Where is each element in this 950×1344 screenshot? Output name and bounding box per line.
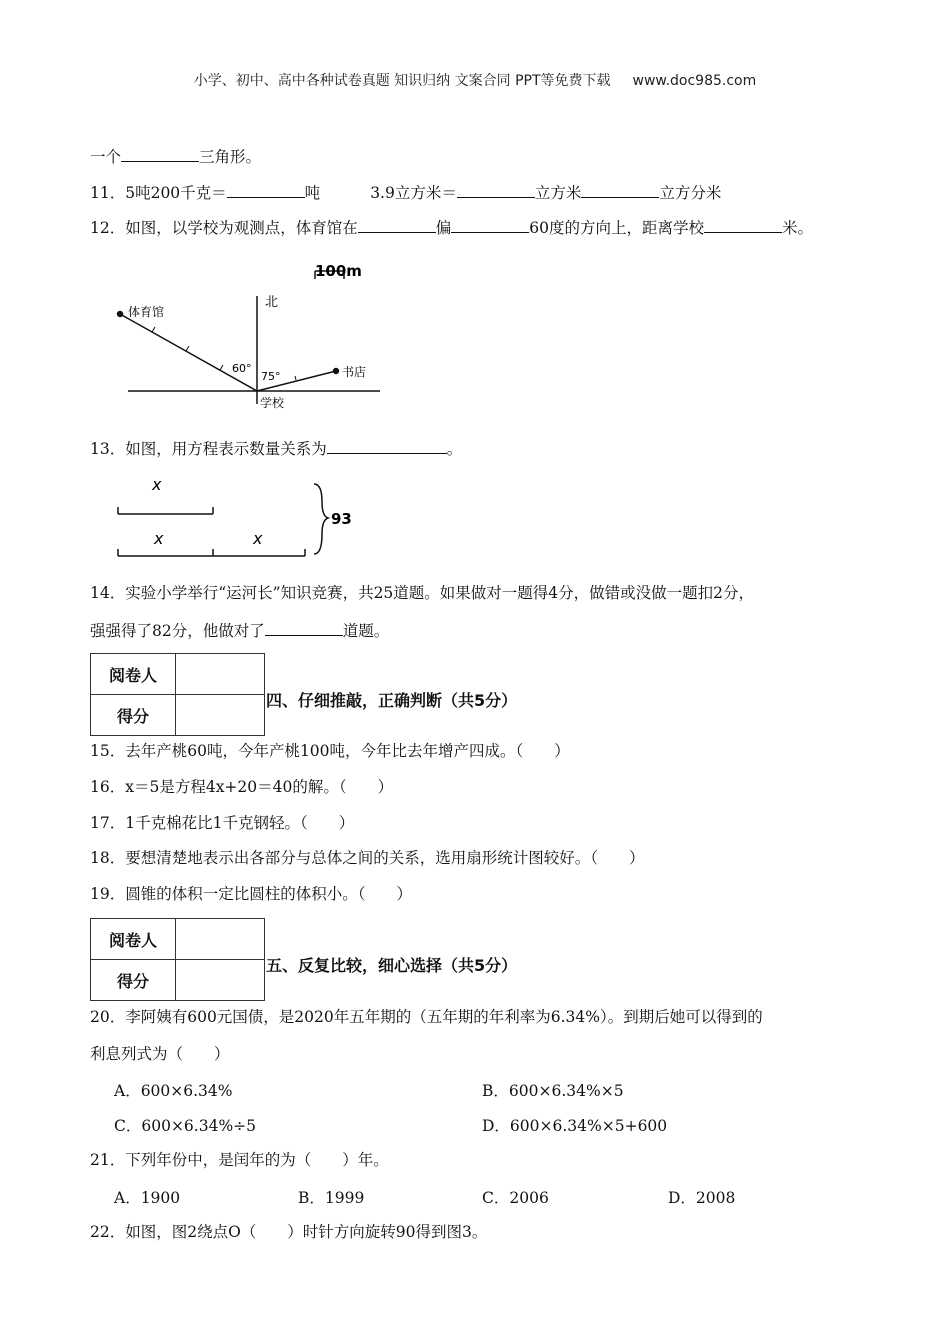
header-url[interactable]: www.doc985.com [632,73,757,89]
angle-60-label: 60° [232,362,252,375]
store-label: 书店 [342,365,367,379]
reviewer-label: 阅卷人 [91,919,176,960]
answer-blank[interactable] [581,182,659,198]
section-4-title: 四、仔细推敲，正确判断（共5分） [266,691,518,710]
answer-blank[interactable] [704,217,782,233]
score-cell[interactable] [176,960,265,1001]
figure-13-segment-diagram [100,472,370,564]
question-12: 12．如图，以学校为观测点，体育馆在 偏 60度的方向上，距离学校 米。 [90,219,813,237]
answer-blank[interactable] [358,217,436,233]
section-5-title: 五、反复比较，细心选择（共5分） [266,956,518,975]
score-table-4 [90,653,265,736]
q20-option-c[interactable]: C．600×6.34%÷5 [114,1117,257,1135]
gym-point [117,311,123,317]
q21-option-b[interactable]: B．1999 [298,1189,365,1207]
answer-blank[interactable] [327,438,447,454]
store-point [333,368,339,374]
question-14-line1: 14．实验小学举行“运河长”知识竞赛，共25道题。如果做对一题得4分，做错或没做一题扣2分， [90,584,755,602]
x-label-bottom-2: x [253,529,263,548]
question-10-tail: 一个 三角形。 [90,148,262,166]
x-label-top: x [152,475,162,494]
score-cell[interactable] [176,695,265,736]
question-13: 13．如图，用方程表示数量关系为 。 [90,440,463,458]
score-label: 得分 [91,695,176,736]
question-17: 17．1千克棉花比1千克钢轻。（ ） [90,814,355,832]
header-text: 小学、初中、高中各种试卷真题 知识归纳 文案合同 PPT等免费下载 [193,73,611,89]
brace [314,484,328,554]
answer-blank[interactable] [227,182,305,198]
q21-option-a[interactable]: A．1900 [114,1189,181,1207]
q20-option-d[interactable]: D．600×6.34%×5+600 [482,1117,668,1135]
north-label: 北 [265,295,279,310]
question-14-line2: 强强得了82分，他做对了 道题。 [90,622,390,640]
reviewer-label: 阅卷人 [91,654,176,695]
reviewer-cell[interactable] [176,919,265,960]
question-11: 11．5吨200千克＝ 吨 3.9立方米＝ 立方米 立方分米 [90,184,722,202]
question-20-line2: 利息列式为（ ） [90,1045,230,1063]
answer-blank[interactable] [265,620,343,636]
x-label-bottom-1: x [154,529,164,548]
reviewer-cell[interactable] [176,654,265,695]
figure-12-direction-diagram [100,256,390,416]
q21-option-d[interactable]: D．2008 [668,1189,736,1207]
answer-blank[interactable] [451,217,529,233]
gym-ray [120,314,257,391]
question-18: 18．要想清楚地表示出各部分与总体之间的关系，选用扇形统计图较好。（ ） [90,849,645,867]
question-16: 16．x＝5是方程4x+20＝40的解。（ ） [90,778,394,796]
answer-blank[interactable] [121,146,199,162]
score-label: 得分 [91,960,176,1001]
question-21: 21．下列年份中，是闰年的为（ ）年。 [90,1151,389,1169]
page-header [0,70,950,90]
q21-option-c[interactable]: C．2006 [482,1189,549,1207]
angle-75-label: 75° [261,370,281,383]
gym-label: 体育馆 [128,305,165,319]
question-15: 15．去年产桃60吨，今年产桃100吨，今年比去年增产四成。（ ） [90,742,570,760]
scale-label: 100m [315,262,362,280]
question-19: 19．圆锥的体积一定比圆柱的体积小。（ ） [90,885,412,903]
total-label: 93 [331,510,352,528]
answer-blank[interactable] [457,182,535,198]
q20-option-a[interactable]: A．600×6.34% [114,1082,233,1100]
q20-option-b[interactable]: B．600×6.34%×5 [482,1082,624,1100]
question-22: 22．如图，图2绕点O（ ）时针方向旋转90得到图3。 [90,1223,488,1241]
question-20-line1: 20．李阿姨有600元国债，是2020年五年期的（五年期的年利率为6.34%）。到期后她可以得到的 [90,1008,763,1026]
school-label: 学校 [260,396,285,410]
score-table-5 [90,918,265,1001]
